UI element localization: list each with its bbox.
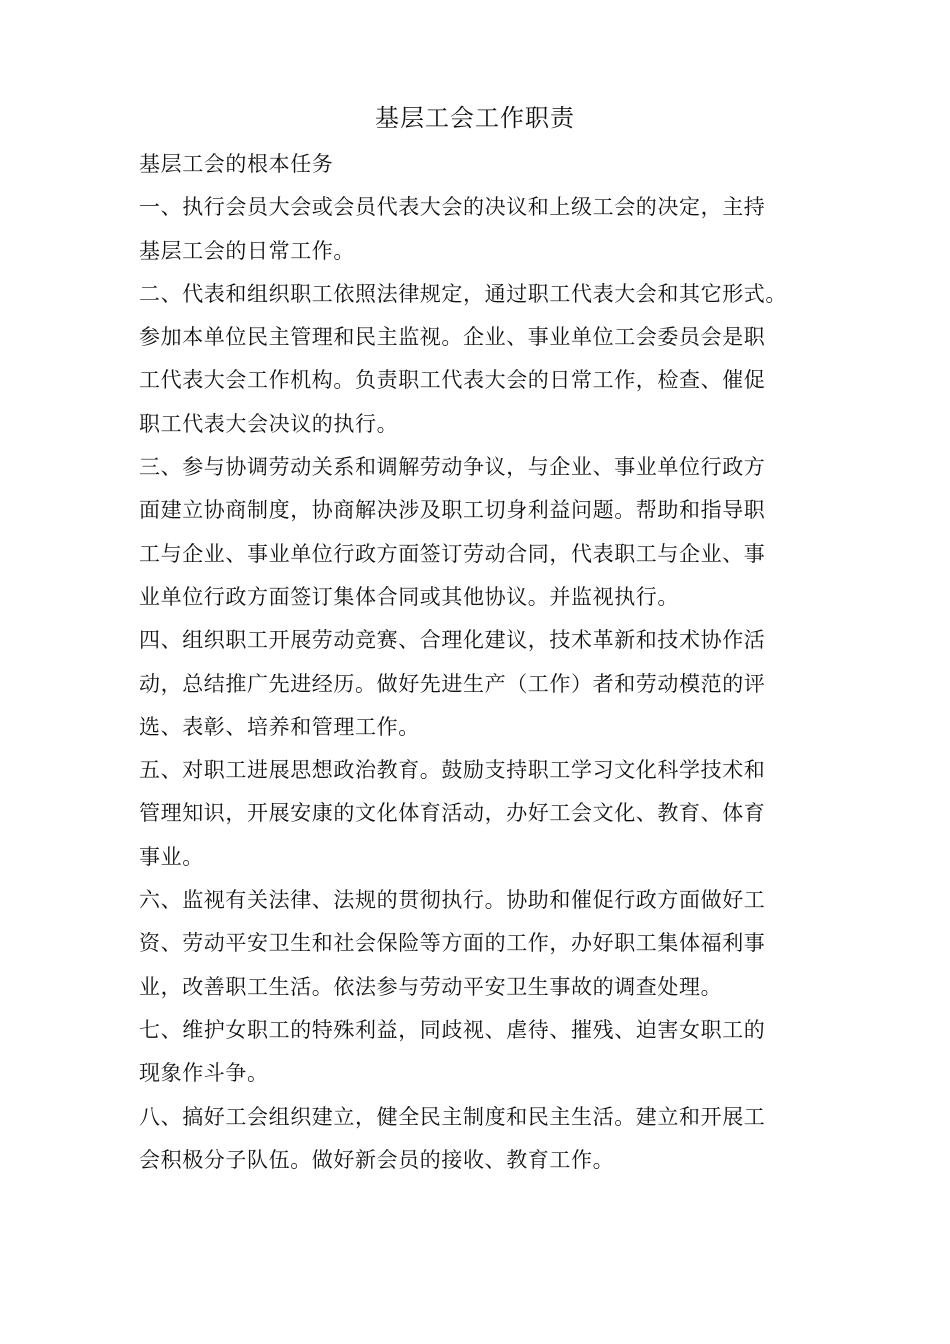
paragraph-line: 六、监视有关法律、法规的贯彻执行。协助和催促行政方面做好工 bbox=[139, 888, 766, 913]
paragraph-line: 职工代表大会决议的执行。 bbox=[139, 411, 399, 436]
paragraph-line: 四、组织职工开展劳动竞赛、合理化建议，技术革新和技术协作活 bbox=[139, 628, 766, 653]
paragraph-line: 动，总结推广先进经历。做好先进生产（工作）者和劳动模范的评 bbox=[139, 671, 766, 696]
paragraph-line: 现象作斗争。 bbox=[139, 1061, 269, 1086]
paragraph-line: 事业。 bbox=[139, 844, 204, 869]
section-heading: 基层工会的根本任务 bbox=[139, 152, 334, 176]
paragraph-line: 业单位行政方面签订集体合同或其他协议。并监视执行。 bbox=[139, 584, 679, 609]
paragraph-line: 二、代表和组织职工依照法律规定，通过职工代表大会和其它形式。 bbox=[139, 281, 787, 306]
paragraph-line: 选、表彰、培养和管理工作。 bbox=[139, 714, 420, 739]
paragraph-line: 基层工会的日常工作。 bbox=[139, 238, 355, 263]
paragraph-line: 工与企业、事业单位行政方面签订劳动合同，代表职工与企业、事 bbox=[139, 541, 766, 566]
paragraph-line: 管理知识，开展安康的文化体育活动，办好工会文化、教育、体育 bbox=[139, 801, 766, 826]
document-body bbox=[139, 143, 807, 1182]
paragraph-line: 八、搞好工会组织建立，健全民主制度和民主生活。建立和开展工 bbox=[139, 1104, 766, 1129]
paragraph-line: 资、劳动平安卫生和社会保险等方面的工作，办好职工集体福利事 bbox=[139, 931, 766, 956]
document-title: 基层工会工作职责 bbox=[375, 104, 575, 132]
paragraph-line: 会积极分子队伍。做好新会员的接收、教育工作。 bbox=[139, 1147, 615, 1172]
paragraph-line: 五、对职工进展思想政治教育。鼓励支持职工学习文化科学技术和 bbox=[139, 758, 766, 783]
paragraph-line: 一、执行会员大会或会员代表大会的决议和上级工会的决定，主持 bbox=[139, 195, 766, 220]
paragraph-line: 面建立协商制度，协商解决涉及职工切身利益问题。帮助和指导职 bbox=[139, 498, 766, 523]
paragraph-line: 三、参与协调劳动关系和调解劳动争议，与企业、事业单位行政方 bbox=[139, 455, 766, 480]
paragraph-line: 业，改善职工生活。依法参与劳动平安卫生事故的调查处理。 bbox=[139, 974, 723, 999]
paragraph-line: 七、维护女职工的特殊利益，同歧视、虐待、摧残、迫害女职工的 bbox=[139, 1017, 766, 1042]
paragraph-line: 参加本单位民主管理和民主监视。企业、事业单位工会委员会是职 bbox=[139, 325, 766, 350]
paragraph-line: 工代表大会工作机构。负责职工代表大会的日常工作，检查、催促 bbox=[139, 368, 766, 393]
